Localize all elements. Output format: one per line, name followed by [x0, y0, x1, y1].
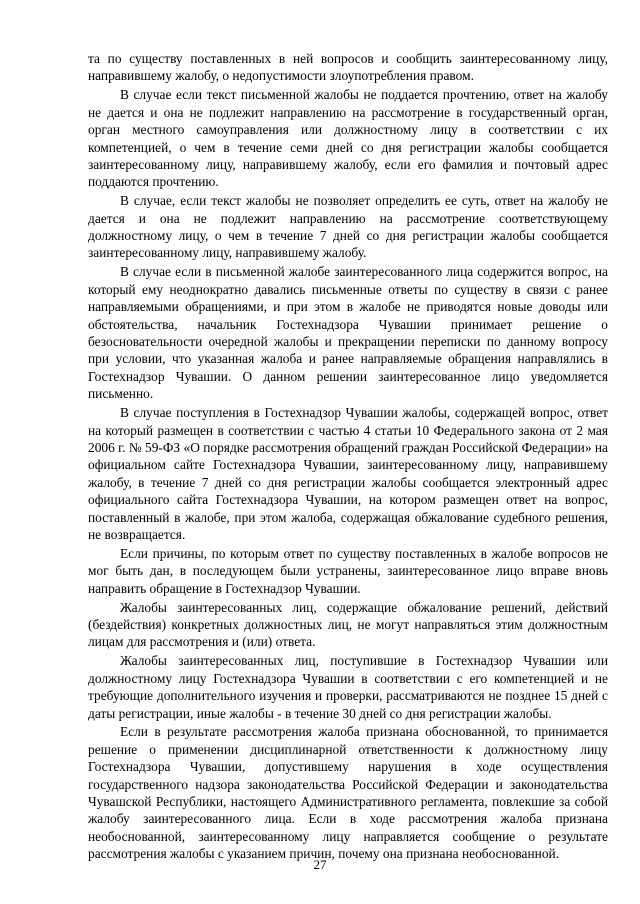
- paragraph-8: Жалобы заинтересованных лиц, поступившие в Гостехнадзор Чувашии или должностному лицу Гостехнадзора Чувашии в соответствии с его компетенцией и не требующие дополнительного изучения и проверки, рассматриваются не позднее 15 дней с даты регистрации, иные жалобы - в течение 30 дней со дня регистрации жалобы.: [88, 653, 608, 721]
- paragraph-9: Если в результате рассмотрения жалоба признана обоснованной, то принимается решение о применении дисциплинарной ответственности к должностному лицу Гостехнадзора Чувашии, допустившему нарушения в ходе осуществления государственного надзора законодательства Российской Федерации и законодательства Чувашской Республики, настоящего Административного регламента, повлекшие за собой жалобу заинтересованного лица. Если в ходе рассмотрения жалоба признана необоснованной, заинтересованному лицу направляется сообщение о результате рассмотрения жалобы с указанием причин, почему она признана необоснованной.: [88, 724, 608, 862]
- paragraph-6: Если причины, по которым ответ по существу поставленных в жалобе вопросов не мог быть дан, в последующем были устранены, заинтересованное лицо вправе вновь направить обращение в Гостехнадзор Чувашии.: [88, 545, 608, 596]
- page-number: 27: [313, 857, 327, 872]
- paragraph-4: В случае если в письменной жалобе заинтересованного лица содержится вопрос, на который ему неоднократно давались письменные ответы по существу в связи с ранее направляемыми обращениями, и при этом в жалобе не приводятся новые доводы или обстоятельства, начальник Гостехнадзора Чувашии принимает решение о безосновательности очередной жалобы и прекращении переписки по данному вопросу при условии, что указанная жалоба и ранее направляемые обращения направлялись в Гостехнадзор Чувашии. О данном решении заинтересованное лицо уведомляется письменно.: [88, 264, 608, 402]
- paragraph-5: В случае поступления в Гостехнадзор Чувашии жалобы, содержащей вопрос, ответ на который размещен в соответствии с частью 4 статьи 10 Федерального закона от 2 мая 2006 г. № 59-ФЗ «О порядке рассмотрения обращений граждан Российской Федерации» на официальном сайте Гостехнадзора Чувашии, заинтересованному лицу, направившему жалобу, в течение 7 дней со дня регистрации жалобы сообщается электронный адрес официального сайта Гостехнадзора Чувашии, на котором размещен ответ на вопрос, поставленный в жалобе, при этом жалоба, содержащая обжалование судебного решения, не возвращается.: [88, 405, 608, 542]
- paragraph-7: Жалобы заинтересованных лиц, содержащие обжалование решений, действий (бездействия) конкретных должностных лиц, не могут направляться этим должностным лицам для рассмотрения и (или) ответа.: [88, 599, 608, 650]
- paragraph-2: В случае если текст письменной жалобы не поддается прочтению, ответ на жалобу не дается и она не подлежит направлению на рассмотрение в государственный орган, орган местного самоуправления или должностному лицу в соответствии с их компетенцией, о чем в течение семи дней со дня регистрации жалобы сообщается заинтересованному лицу, направившему жалобу, если его фамилия и почтовый адрес поддаются прочтению.: [88, 87, 608, 190]
- document-body: [88, 50, 608, 864]
- paragraph-3: В случае, если текст жалобы не позволяет определить ее суть, ответ на жалобу не дается и она не подлежит направлению на рассмотрение соответствующему должностному лицу, о чем в течение 7 дней со дня регистрации жалобы сообщается заинтересованному лицу, направившему жалобу.: [88, 193, 608, 261]
- paragraph-1: та по существу поставленных в ней вопросов и сообщить заинтересованному лицу, направившему жалобу, о недопустимости злоупотребления правом.: [88, 51, 608, 84]
